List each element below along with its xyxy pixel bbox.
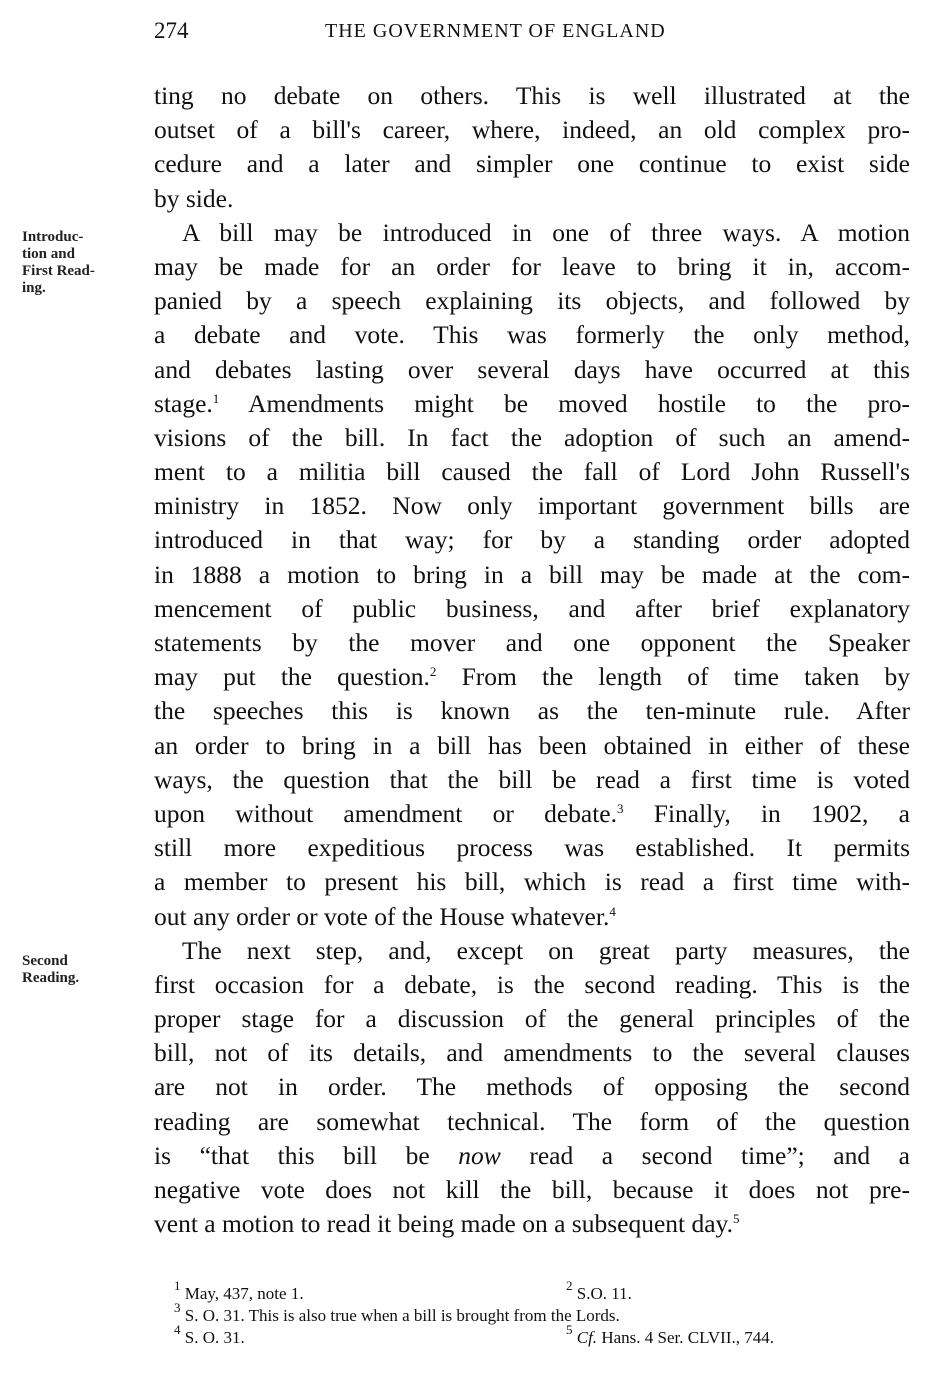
text-line: A bill may be introduced in one of three ways. A motion [182,217,910,247]
text-line: negative vote does not kill the bill, because it does not pre- [154,1175,910,1204]
footnote-row [174,1278,894,1305]
text-line: a member to present his bill, which is read a first time with- [154,867,910,897]
footnote-row [174,1300,894,1327]
paragraph [154,216,910,934]
paragraph [154,79,910,216]
text-line: The next step, and, except on great party measures, the [182,935,910,965]
text-line: vent a motion to read it being made on a subsequent day.$^5$ [154,1209,740,1239]
text-line: introduced in that way; for by a standing order adopted [154,525,910,555]
text-line: may put the question.$^2$ From the length of time taken by [154,662,910,692]
text-line: may be made for an order for leave to bring it in, accom- [154,251,910,281]
text-line: cedure and a later and simpler one continue to exist side [154,149,910,179]
footnotes [174,1278,894,1349]
text-line: still more expeditious process was established. It permits [154,833,910,863]
text-line: in 1888 a motion to bring in a bill may be made at the com- [154,559,910,589]
text-line: by side. [154,183,234,213]
text-line: the speeches this is known as the ten-minute rule. After [154,696,910,726]
text-line: are not in order. The methods of opposing the second [154,1072,910,1102]
text-line: an order to bring in a bill has been obtained in either of these [154,730,910,760]
text-line: out any order or vote of the House whatever.$^4$ [154,901,616,931]
footnote-row [174,1322,894,1349]
footnote: $^2$ S.O. 11. [566,1278,632,1303]
text-line: is “that this bill be now read a second time”; and a [154,1140,910,1170]
text-line: statements by the mover and one opponent the Speaker [154,628,910,657]
body-text [154,79,910,1241]
text-line: first occasion for a debate, is the second reading. This is the [154,969,910,999]
paragraph [154,934,910,1242]
footnote-ref: 5 [733,1211,740,1227]
text-line: upon without amendment or debate.$^3$ Finally, in 1902, a [154,798,910,828]
footnote: $^3$ S. O. 31. This is also true when a bill is brought from the Lords. [174,1300,620,1325]
text-line: stage.$^1$ Amendments might be moved hostile to the pro- [154,388,910,418]
footnote-ref: 1 [212,390,220,406]
page-number: 274 [154,18,189,43]
text-line: ting no debate on others. This is well illustrated at the [154,81,910,110]
text-line: outset of a bill's career, where, indeed, an old complex pro- [154,115,910,145]
text-line: proper stage for a discussion of the general principles of the [154,1004,910,1034]
footnote-ref: 3 [617,800,624,816]
text-line: ministry in 1852. Now only important government bills are [154,491,910,521]
emphasis: now [458,1140,501,1170]
margin-note-first-reading: Introduc- tion and First Read- ing. [22,229,95,296]
text-line: visions of the bill. In fact the adoption of such an amend- [154,422,910,452]
footnote: $^5$ Cf. Hans. 4 Ser. CLVII., 744. [566,1322,774,1347]
text-line: reading are somewhat technical. The form of the question [154,1106,910,1136]
margin-note-second-reading: Second Reading. [22,953,80,986]
page-header [154,12,909,52]
text-line: ment to a militia bill caused the fall of Lord John Russell's [154,457,910,487]
text-line: and debates lasting over several days have occurred at this [154,354,910,384]
text-line: mencement of public business, and after brief explanatory [154,593,910,623]
footnote-ref: 4 [609,903,616,919]
text-line: ways, the question that the bill be read a first time is voted [154,764,910,794]
footnote-ref: 2 [429,664,437,680]
text-line: panied by a speech explaining its objects, and followed by [154,286,910,316]
footnote: $^4$ S. O. 31. [174,1322,245,1347]
footnote: $^1$ May, 437, note 1. [174,1278,304,1303]
text-line: bill, not of its details, and amendments to the several clauses [154,1038,910,1068]
running-title: THE GOVERNMENT OF ENGLAND [325,20,666,42]
text-line: a debate and vote. This was formerly the only method, [154,320,910,350]
